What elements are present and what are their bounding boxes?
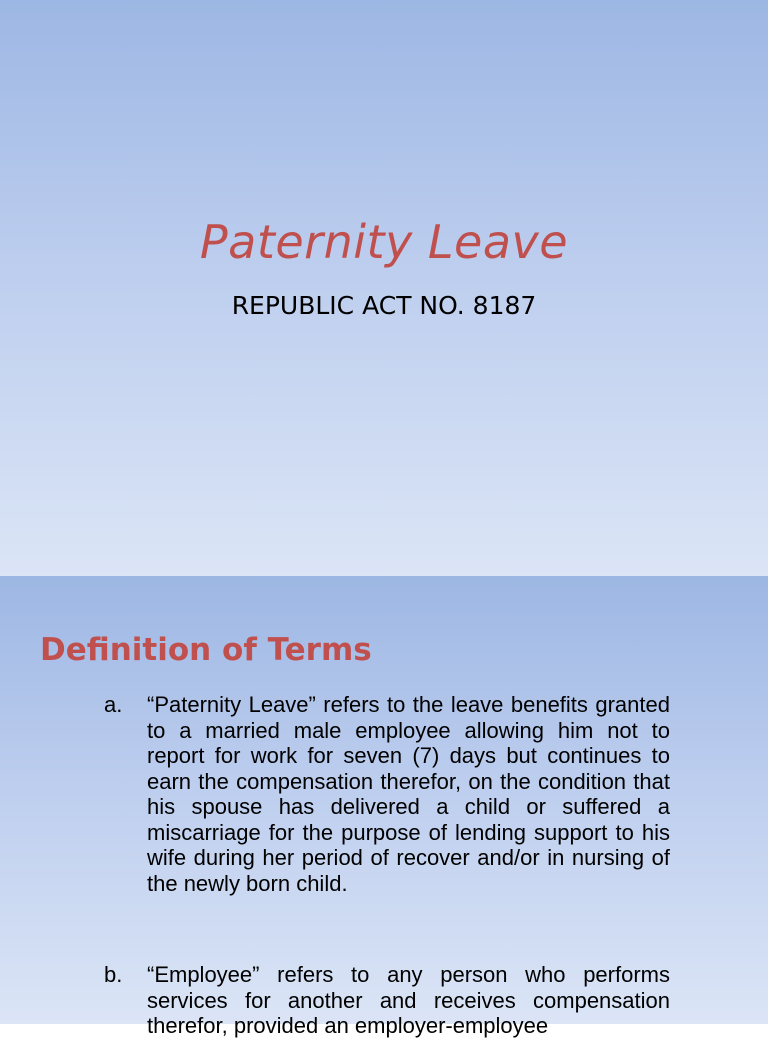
definition-text: “Paternity Leave” refers to the leave benefits granted to a married male employee allowing him not to report for work for seven (7) days but continues to earn the compensation therefor, on the condition that his spouse has delivered a child or suffered a miscarriage for the purpose of lending support to his wife during her period of recover and/or in nursing of the newly born child.: [147, 692, 670, 896]
definition-item: [104, 962, 670, 1039]
definition-text: “Employee” refers to any person who performs services for another and receives compensation therefor, provided an employer-employee: [147, 962, 670, 1038]
list-marker: a.: [104, 692, 123, 717]
definitions-slide: [0, 576, 768, 1038]
slide-heading: Definition of Terms: [40, 632, 372, 668]
slide-subtitle: REPUBLIC ACT NO. 8187: [231, 291, 537, 320]
list-marker: b.: [104, 962, 123, 987]
definition-item: [104, 692, 670, 896]
slide-title: Paternity Leave: [199, 215, 569, 269]
